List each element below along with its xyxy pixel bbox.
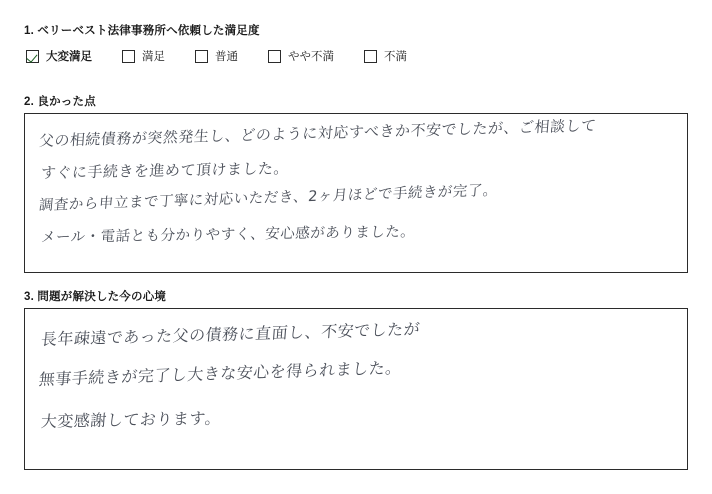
handwriting-line: 父の相続債務が突然発生し、どのように対応すべきか不安でしたが、ご相談して <box>38 116 598 151</box>
checkbox-icon[interactable] <box>364 50 377 63</box>
handwriting-line: 無事手続きが完了し大きな安心を得られました。 <box>38 357 403 390</box>
option-satisfied[interactable] <box>122 48 165 64</box>
question-3-number: 3. <box>24 291 34 303</box>
checkbox-checked-icon[interactable] <box>26 50 39 63</box>
question-2-answer-box[interactable] <box>24 113 688 273</box>
option-dissatisfied-label: 不満 <box>384 51 407 63</box>
handwriting-line: すぐに手続きを進めて頂けました。 <box>40 159 290 183</box>
option-neutral[interactable] <box>195 48 238 64</box>
question-2 <box>24 93 688 109</box>
handwriting-line: 長年疎遠であった父の債務に直面し、不安でしたが <box>40 319 421 350</box>
question-1-number: 1. <box>24 25 34 37</box>
option-neutral-label: 普通 <box>215 51 238 63</box>
option-dissatisfied[interactable] <box>364 48 407 64</box>
question-2-number: 2. <box>24 96 34 108</box>
checkbox-icon[interactable] <box>268 50 281 63</box>
option-very-satisfied[interactable] <box>26 48 92 64</box>
handwriting-line: メール・電話とも分かりやすく、安心感がありました。 <box>40 224 416 247</box>
question-1-title <box>24 22 684 38</box>
question-3-handwriting <box>25 309 687 469</box>
checkbox-icon[interactable] <box>195 50 208 63</box>
option-very-satisfied-label: 大変満足 <box>46 51 92 63</box>
handwriting-line: 大変感謝しております。 <box>40 408 222 432</box>
question-1-text: ベリーベスト法律事務所へ依頼した満足度 <box>37 25 260 37</box>
option-somewhat-dissatisfied[interactable] <box>268 48 334 64</box>
question-3-text: 問題が解決した今の心境 <box>37 291 167 303</box>
question-1-options <box>26 48 437 64</box>
checkbox-icon[interactable] <box>122 50 135 63</box>
option-somewhat-dissatisfied-label: やや不満 <box>288 51 334 63</box>
question-3-title <box>24 288 688 304</box>
question-2-title <box>24 93 688 109</box>
option-satisfied-label: 満足 <box>142 51 165 63</box>
question-2-handwriting <box>25 114 687 272</box>
question-2-text: 良かった点 <box>37 96 96 108</box>
question-3-answer-box[interactable] <box>24 308 688 470</box>
question-3 <box>24 288 688 304</box>
handwriting-line: 調査から申立まで丁寧に対応いただき、2ヶ月ほどで手続きが完了。 <box>38 182 499 215</box>
question-1 <box>24 22 684 38</box>
